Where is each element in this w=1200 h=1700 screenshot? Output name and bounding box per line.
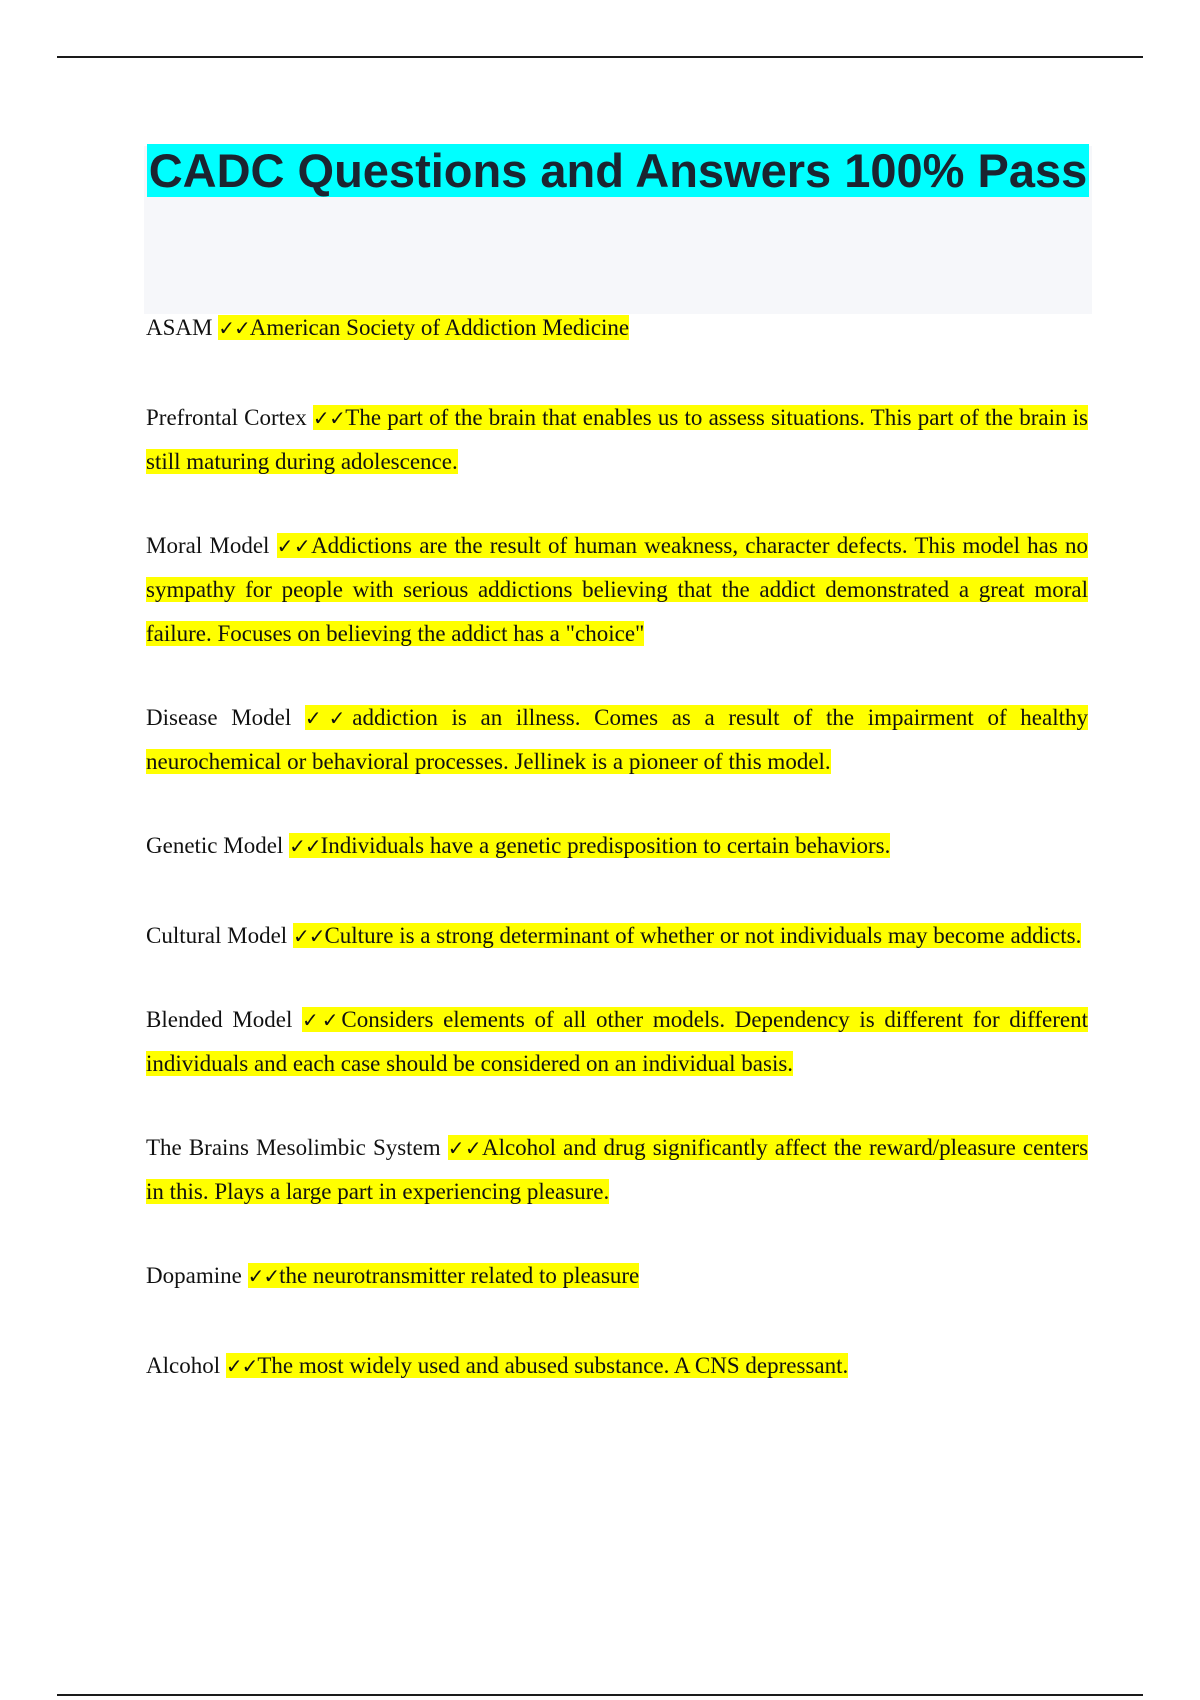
entry-answer: [218, 315, 629, 340]
entry-definition: Alcohol and drug significantly affect the reward/pleasure centers in this. Plays a large part in experiencing pleasure.: [146, 1135, 1089, 1204]
entry-term: Genetic Model: [146, 833, 284, 858]
entry-definition: The part of the brain that enables us to assess situations. This part of the brain is still maturing during adolescence.: [146, 405, 1088, 474]
entry-term: Moral Model: [146, 533, 270, 558]
qa-list: [146, 306, 1088, 1388]
entry-answer: [289, 833, 890, 858]
bottom-rule: [57, 1694, 1143, 1696]
entry-definition: Culture is a strong determinant of whether or not individuals may become addicts.: [324, 923, 1082, 948]
entry-term: Prefrontal Cortex: [146, 405, 307, 430]
entry-term: Alcohol: [146, 1353, 221, 1378]
double-check-icon: ✓✓: [304, 706, 353, 730]
entry-term: ASAM: [146, 315, 213, 340]
entry-answer: [248, 1263, 640, 1288]
double-check-icon: ✓✓: [292, 924, 325, 948]
document-title: [144, 144, 1092, 198]
qa-entry: [146, 998, 1088, 1086]
qa-entry: [146, 396, 1088, 484]
entry-term: Cultural Model: [146, 923, 288, 948]
entry-definition: the neurotransmitter related to pleasure: [279, 1263, 640, 1288]
entry-term: Blended Model: [146, 1007, 293, 1032]
qa-entry: [146, 1344, 1088, 1388]
entry-answer: [293, 923, 1081, 948]
entry-definition: addiction is an illness. Comes as a result of the impairment of healthy neurochemical or behavioral processes. Jellinek is a pioneer of this model.: [146, 705, 1088, 774]
qa-entry: [146, 524, 1088, 656]
qa-entry: [146, 1126, 1088, 1214]
entry-answer: [146, 533, 1088, 646]
entry-definition: Considers elements of all other models. Dependency is different for different individuals and each case should be considered on an individual basis.: [146, 1007, 1089, 1076]
entry-term: Disease Model: [146, 705, 292, 730]
entry-definition: Addictions are the result of human weakness, character defects. This model has no sympathy for people with serious addictions believing that the addict demonstrated a great moral failure. Focuses on believing the addict has a "choice": [146, 533, 1089, 646]
document-title-text: CADC Questions and Answers 100% Pass: [148, 144, 1088, 197]
double-check-icon: ✓✓: [289, 834, 321, 858]
double-check-icon: ✓✓: [447, 1136, 482, 1160]
entry-definition: American Society of Addiction Medicine: [249, 315, 630, 340]
qa-entry: [146, 824, 1088, 868]
qa-entry: [146, 1254, 1088, 1298]
double-check-icon: ✓✓: [302, 1008, 342, 1032]
double-check-icon: ✓✓: [276, 534, 312, 558]
double-check-icon: ✓✓: [218, 316, 250, 340]
qa-entry: [146, 696, 1088, 784]
entry-definition: Individuals have a genetic predisposition to certain behaviors.: [320, 833, 891, 858]
top-rule: [57, 56, 1143, 58]
entry-term: The Brains Mesolimbic System: [146, 1135, 441, 1160]
double-check-icon: ✓✓: [247, 1264, 280, 1288]
entry-definition: The most widely used and abused substance. A CNS depressant.: [257, 1353, 849, 1378]
qa-entry: [146, 914, 1088, 958]
double-check-icon: ✓✓: [312, 406, 346, 430]
qa-entry: [146, 306, 1088, 350]
double-check-icon: ✓✓: [225, 1354, 258, 1378]
entry-answer: [226, 1353, 848, 1378]
entry-term: Dopamine: [146, 1263, 242, 1288]
